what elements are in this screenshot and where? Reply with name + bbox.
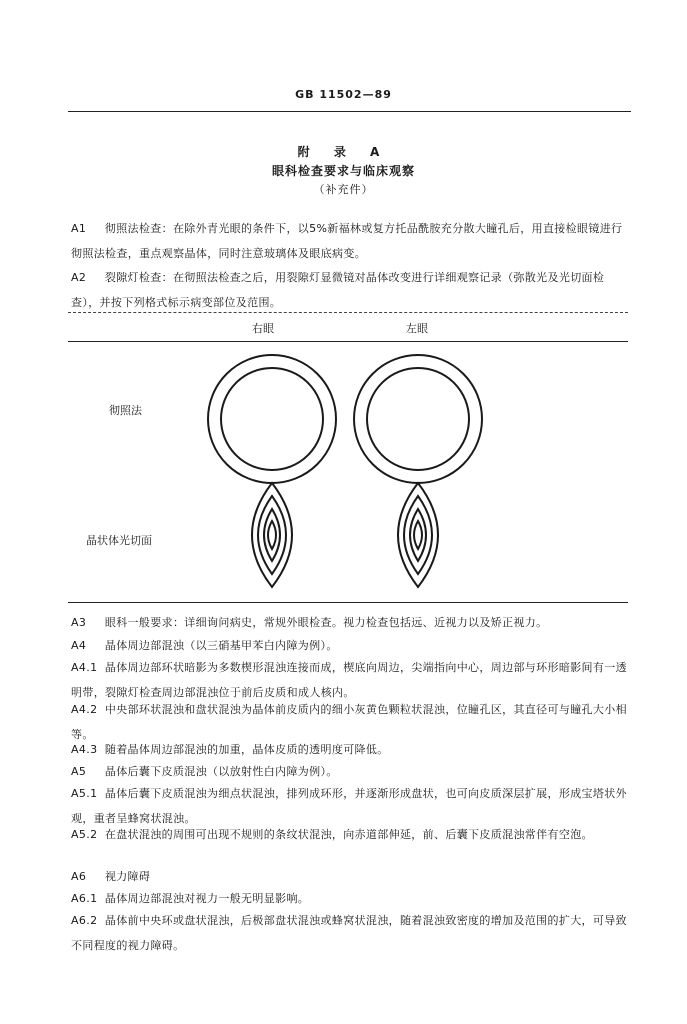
clause-number: A5.1 <box>71 787 98 800</box>
clause-number: A4.1 <box>71 661 98 674</box>
clause-text: 随着晶体周边部混浊的加重，晶体皮质的透明度可降低。 <box>104 743 389 756</box>
clause-text: 中央部环状混浊和盘状混浊为晶体前皮质内的细小灰黄色颗粒状混浊，位瞳孔区，其直径可与瞳孔大小相等。 <box>71 703 627 741</box>
clause-number: A2 <box>71 271 87 284</box>
clause-number: A3 <box>71 616 87 629</box>
clause-number: A6.2 <box>71 914 98 927</box>
right-eye-lens-section <box>252 483 292 587</box>
appendix-title: 眼科检查要求与临床观察 <box>271 164 415 178</box>
clause-number: A1 <box>71 222 87 235</box>
standard-number-header: GB 11502—89 <box>295 88 392 101</box>
paragraph-a5-2 <box>71 822 631 847</box>
appendix-label: 附 录 A <box>297 145 390 159</box>
right-eye-transillumination-circle <box>208 355 336 483</box>
clause-text: 眼科一般要求：详细询问病史，常规外眼检查。视力检查包括远、近视力以及矫正视力。 <box>104 616 548 629</box>
column-header-left-eye: 左眼 <box>406 322 428 335</box>
clause-text: 在盘状混浊的周围可出现不规则的条纹状混浊，向赤道部伸延，前、后囊下皮质混浊常伴有空泡。 <box>104 828 593 841</box>
clause-text: 晶体前中央环或盘状混浊，后极部盘状混浊或蜂窝状混浊，随着混浊致密度的增加及范围的扩大，可导致不同程度的视力障碍。 <box>71 914 627 952</box>
clause-number: A6.1 <box>71 892 98 905</box>
appendix-subtitle: （补充件） <box>313 183 374 196</box>
clause-text: 晶体后囊下皮质混浊（以放射性白内障为例）。 <box>104 765 338 778</box>
clause-text: 彻照法检查：在除外青光眼的条件下，以5%新福林或复方托品酰胺充分散大瞳孔后，用直接检眼镜进行彻照法检查，重点观察晶体，同时注意玻璃体及眼底病变。 <box>71 222 623 260</box>
clause-text: 晶体周边部混浊（以三硝基甲苯白内障为例）。 <box>104 639 338 652</box>
clause-text: 视力障碍 <box>104 870 151 883</box>
left-eye-lens-section <box>398 483 438 587</box>
paragraph-a3 <box>71 610 631 635</box>
clause-text: 晶体周边部环状暗影为多数楔形混浊连接而成，楔底向周边，尖端指向中心，周边部与环形暗影间有一透明带，裂隙灯检查周边部混浊位于前后皮质和成人核内。 <box>71 661 627 699</box>
clause-text: 裂隙灯检查：在彻照法检查之后，用裂隙灯显微镜对晶体改变进行详细观察记录（弥散光及光切面检查），并按下列格式标示病变部位及范围。 <box>71 271 605 309</box>
figure-bottom-rule <box>68 602 628 603</box>
clause-number: A4.3 <box>71 743 98 756</box>
clause-number: A4.2 <box>71 703 98 716</box>
clause-text: 晶体周边部混浊对视力一般无明显影响。 <box>104 892 310 905</box>
row-label-slit-section: 晶状体光切面 <box>86 534 152 547</box>
clause-number: A6 <box>71 870 87 883</box>
clause-text: 晶体后囊下皮质混浊为细点状混浊，排列成环形，并逐渐形成盘状，也可向皮质深层扩展，形成宝塔状外观，重者呈蜂窝状混浊。 <box>71 787 627 825</box>
clause-number: A4 <box>71 639 87 652</box>
left-eye-transillumination-circle <box>354 355 482 483</box>
clause-number: A5.2 <box>71 828 98 841</box>
row-label-transillumination: 彻照法 <box>109 404 142 417</box>
paragraph-a6-2 <box>71 908 631 958</box>
clause-number: A5 <box>71 765 87 778</box>
column-header-right-eye: 右眼 <box>252 322 274 335</box>
